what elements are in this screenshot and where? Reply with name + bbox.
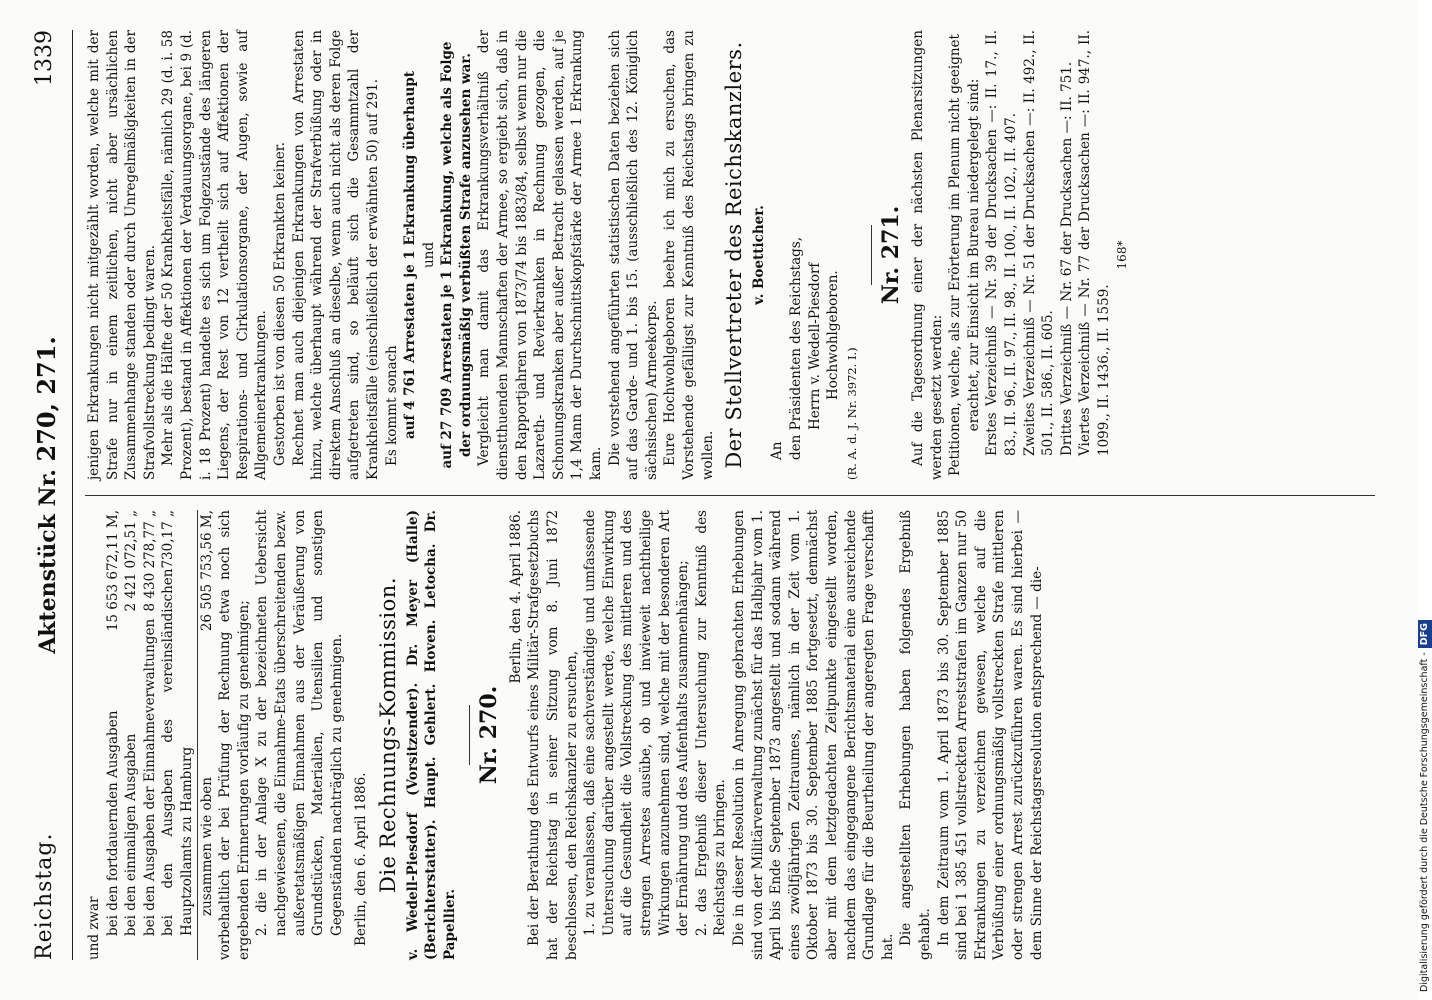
section-heading-nr271: Nr. 271.: [878, 205, 905, 305]
amount-row: bei den einmaligen Ausgaben 2 421 072,51 „: [123, 510, 140, 936]
separator: [469, 705, 470, 765]
amount-row: bei den Ausgaben des vereinsländischen Hauptzollamts zu Hamburg 730,17 „: [160, 510, 195, 936]
header-center-numbers: 270, 271.: [32, 336, 61, 462]
addressee-line: An: [769, 441, 786, 460]
credit-text: Digitalisierung gefördert durch die Deutsche Forschungsgemeinschaft -: [1419, 652, 1430, 992]
signature-title: Der Stellvertreter des Reichskanzlers.: [722, 41, 747, 469]
addressee-line: Herrn v. Wedell-Piesdorf: [806, 262, 823, 430]
signature-mark: 168*: [1115, 240, 1130, 270]
paragraph: Petitionen, welche, als zur Erörterung im Plenum nicht geeignet erachtet, zur Einsicht im Bureau niedergelegt sind:: [947, 34, 982, 476]
commission-members: v. Wedell-Piesdorf (Vorsitzender). Dr. Meyer (Halle) (Berichterstatter). Haupt. Gehlert. Hoven. Letocha. Dr. Papellier.: [404, 510, 458, 960]
separator: [871, 225, 872, 285]
paragraph: Bei der Berathung des Entwurfs eines Militär-Strafgesetzbuchs hat der Reichstag in seiner Sitzung vom 8. Juni 1872 beschlossen, den Reichskanzler zu ersuchen,: [526, 510, 580, 960]
paragraph: Eure Hochwohlgeboren beehre ich mich zu ersuchen, das Vorstehende gefälligst zur Kenntniß des Reichstags bringen zu wollen.: [662, 30, 716, 480]
column-divider: [85, 495, 1375, 496]
addressee-line: Hochwohlgeboren.: [825, 270, 842, 400]
petition-list: Viertes Verzeichniß — Nr. 77 der Drucksachen —: II. 947., II. 1099., II. 1436., II. 1559.: [1077, 30, 1112, 456]
paragraph: Die angestellten Erhebungen haben folgendes Ergebniß gehabt.: [898, 510, 933, 960]
list-item: 2. das Ergebniß dieser Untersuchung zur Kenntniß des Reichstags zu bringen.: [693, 510, 729, 936]
commission-title: Die Rechnungs-Kommission.: [375, 577, 400, 893]
header-rule: [72, 30, 73, 960]
paragraph: und zwar: [86, 896, 102, 960]
header-center: [32, 30, 61, 960]
date-line: Berlin, den 4. April 1886.: [507, 510, 524, 684]
ratio-connector: und: [420, 241, 437, 269]
paragraph: Auf die Tagesordnung einer der nächsten Plenarsitzungen werden gesetzt werden:: [909, 30, 945, 480]
amounts-list: [104, 510, 217, 960]
reference-note: (R. A. d. J. Nr. 3972. I.): [844, 347, 859, 480]
date-line: Berlin, den 6. April 1886.: [353, 772, 370, 946]
header-center-prefix: Aktenstück Nr.: [35, 469, 61, 654]
section-heading-nr270: Nr. 270.: [476, 685, 503, 785]
paragraph: Die vorstehend angeführten statistischen Daten beziehen sich auf das Garde- und 1. bis 15. (ausschließlich des 12. Königlich sächsischen) Armeekorps.: [606, 30, 660, 480]
paragraph: In dem Zeitraum vom 1. April 1873 bis 30. September 1885 sind bei 1 385 451 vollstreckten Arreststrafen im Ganzen nur 50 Erkrankungen zu verzeichnen gewesen, welche auf die Verbüßung einer ordnungsmäßig vollstreckten Strafe mittleren oder strengen Arrest zurückzuführen waren. Es sind hierbei — dem Sinne der Reichstagsresolution entsprechend — die-: [935, 510, 1045, 960]
paragraph: jenigen Erkrankungen nicht mitgezählt worden, welche mit der Strafe nur in einem zeitlichen, nicht aber ursächlichen Zusammenhange standen oder durch Unregelmäßigkeiten in der Strafvollstreckung bedingt waren.: [86, 30, 158, 480]
header-left: Reichstag.: [32, 832, 57, 960]
addressee-block: [768, 30, 842, 480]
addressee-line: den Präsidenten des Reichstags,: [787, 236, 804, 460]
dfg-logo: DFG: [1418, 620, 1432, 648]
amount-row: bei den Ausgaben der Einnahmeverwaltungen 8 430 278,77 „: [141, 510, 158, 936]
page-number: 1339: [32, 30, 57, 86]
paragraph: Die in dieser Resolution in Anregung gebrachten Erhebungen sind von der Militärverwaltung zunächst für das Halbjahr vom 1. April bis Ende September 1873 angestellt und sodann während eines zwölfjährigen Zeitraumes, nämlich in der Zeit vom 1. Oktober 1873 bis 30. September 1885 fortgesetzt, demnächst aber mit dem letztgedachten Zeitpunkte eingestellt worden, nachdem das eingegangene Berichtsmaterial eine ausreichende Grundlage für die Beurtheilung der angeregten Frage verschafft hat.: [731, 510, 896, 960]
paragraph: Vergleicht man damit das Erkrankungsverhältniß der dienstthuenden Mannschaften der Armee, so ergiebt sich, daß in den Rapportjahren von 1873/74 bis 1883/84, selbst wenn nur die Lazareth- und Revierkranken in Rechnung gezogen, die Schonungskranken aber außer Betracht gelassen werden, auf je 1,4 Mann der Durchschnittskopfstärke der Armee 1 Erkrankung kam.: [476, 30, 605, 480]
ratio-line: auf 4 761 Arrestaten je 1 Erkrankung überhaupt: [402, 70, 419, 440]
list-item: 2. die in der Anlage X zu der bezeichneten Uebersicht nachgewiesenen, die Einnahme-Etats überschreitenden bezw. außeretatsmäßigen Einnahmen aus der Veräußerung von Grundstücken, Materialien, Utensilien und sonstigen Gegenständen nachträglich zu genehmigen.: [254, 510, 345, 936]
right-column: [85, 30, 1132, 480]
list-item: 1. zu veranlassen, daß eine sachverständige und umfassende Untersuchung darüber angestellt werde, welche Einwirkung auf die Gesundheit die Vollstreckung des mittleren und des strengen Arrestes ausübe, ob und inwieweit nachtheilige Wirkungen anzunehmen sind, welche mit der besonderen Art der Ernährung und des Aufenthalts zusammenhängen;: [582, 510, 692, 936]
left-column: [85, 510, 1046, 960]
digitization-credit: [1418, 0, 1432, 1000]
page-header: [28, 30, 68, 960]
paragraph: Rechnet man auch diejenigen Erkrankungen von Arrestaten hinzu, welche überhaupt während der Strafverbüßung oder in direktem Anschluß an dieselbe, wenn auch nicht als deren Folge aufgetreten sind, so beläuft sich die Gesammtzahl der Krankheitsfälle (einschließlich der erwähnten 50) auf 291.: [290, 30, 381, 480]
amount-row: bei den fortdauernden Ausgaben 15 653 672,11 M,: [104, 510, 121, 936]
paragraph: Es kommt sonach: [383, 345, 400, 466]
ratio-line: auf 27 709 Arrestaten je 1 Erkrankung, welche als Folge der ordnungsmäßig verbüßten Strafe anzusehen war.: [439, 41, 474, 469]
paragraph: Gestorben ist von diesen 50 Erkrankten keiner.: [271, 141, 288, 466]
paragraph: Mehr als die Hälfte der 50 Krankheitsfälle, nämlich 29 (d. i. 58 Prozent), bestand in Affektionen der Verdauungsorgane, bei 9 (d. i. 18 Prozent) handelte es sich um Folgezustände des längeren Liegens, der Rest von 12 vertheilt sich auf Affektionen der Respirations- und Cirkulationsorgane, der Augen, sowie auf Allgemeinerkrankungen.: [160, 30, 270, 480]
amount-total-row: zusammen wie oben 26 505 753,56 M,: [197, 510, 217, 960]
petition-list: Drittes Verzeichniß — Nr. 67 der Drucksachen —: II. 751.: [1058, 61, 1075, 456]
petition-list: Zweites Verzeichniß — Nr. 51 der Drucksachen —: II. 492., II. 501., II. 586., II. 605.: [1021, 30, 1057, 456]
signature-name: v. Boetticher.: [750, 205, 767, 305]
paragraph: vorbehaltlich der bei Prüfung der Rechnung etwa noch sich ergebenden Erinnerungen vorläufig zu genehmigen;: [217, 510, 252, 960]
petition-list: Erstes Verzeichniß — Nr. 39 der Drucksachen —: II. 17., II. 83., II. 96., II. 97., II. 98., II. 100., II. 102., II. 407.: [984, 30, 1019, 456]
